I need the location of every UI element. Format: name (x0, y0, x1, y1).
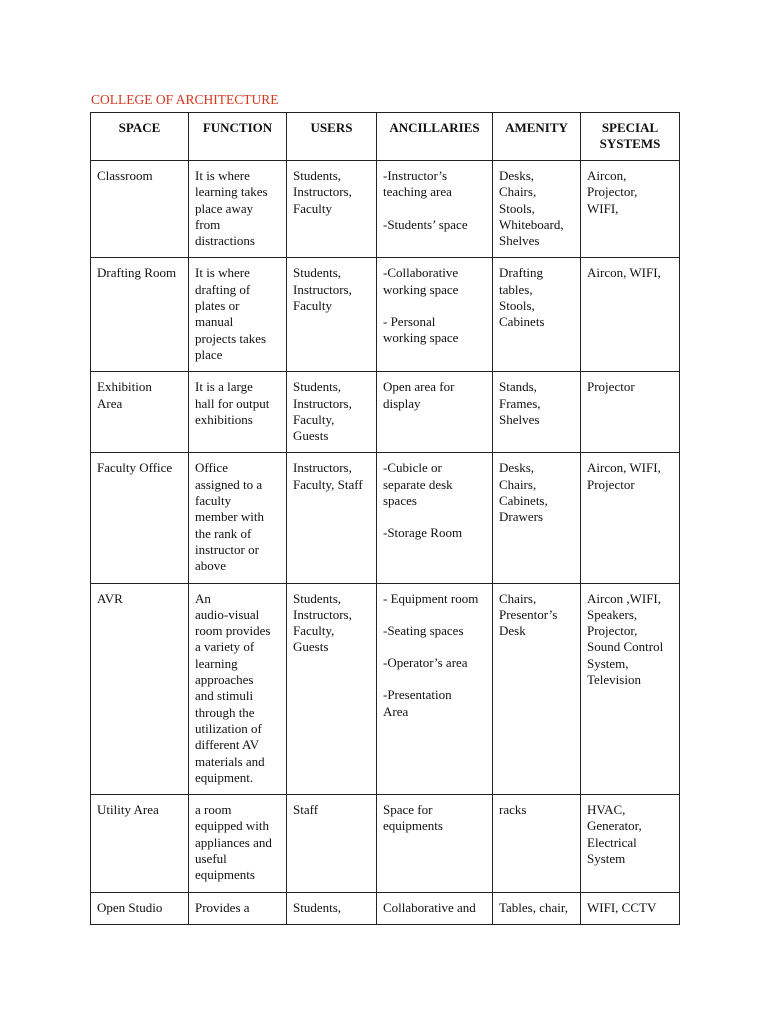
cell-space: Open Studio (91, 892, 189, 924)
table-row (91, 892, 680, 924)
cell-function: a room equipped with appliances and useful equipments (189, 795, 287, 892)
cell-function: Provides a (189, 892, 287, 924)
cell-function: It is where drafting of plates or manual projects takes place (189, 258, 287, 372)
table-row (91, 161, 680, 258)
cell-special-systems: Aircon, WIFI, Projector (581, 453, 680, 583)
cell-amenity: Drafting tables, Stools, Cabinets (493, 258, 581, 372)
cell-space: AVR (91, 583, 189, 795)
ancillary-item: -Collaborative working space (383, 265, 459, 297)
ancillary-item: - Personal working space (383, 314, 459, 346)
ancillary-item: -Cubicle or separate desk spaces (383, 460, 453, 509)
ancillary-item: Open area for display (383, 379, 455, 411)
cell-special-systems: Aircon ,WIFI, Speakers, Projector, Sound Control System, Television (581, 583, 680, 795)
cell-special-systems: WIFI, CCTV (581, 892, 680, 924)
table-row (91, 453, 680, 583)
cell-space: Utility Area (91, 795, 189, 892)
ancillary-item: Space for equipments (383, 802, 443, 834)
cell-ancillaries (377, 453, 493, 583)
cell-function: An audio-visual room provides a variety of learning approaches and stimuli through the utilization of different AV materials and equipment. (189, 583, 287, 795)
cell-ancillaries (377, 892, 493, 924)
cell-ancillaries (377, 795, 493, 892)
cell-ancillaries (377, 372, 493, 453)
cell-users: Students, Instructors, Faculty, Guests (287, 372, 377, 453)
cell-users: Students, Instructors, Faculty (287, 258, 377, 372)
table-body (91, 161, 680, 925)
ancillary-item: -Students’ space (383, 216, 468, 232)
header-special-systems: SPECIAL SYSTEMS (581, 113, 680, 161)
cell-ancillaries (377, 258, 493, 372)
cell-ancillaries (377, 161, 493, 258)
table-row (91, 372, 680, 453)
page-title: COLLEGE OF ARCHITECTURE (91, 92, 279, 107)
cell-ancillaries (377, 583, 493, 795)
spaces-table (90, 112, 680, 925)
cell-space: Drafting Room (91, 258, 189, 372)
cell-amenity: Stands, Frames, Shelves (493, 372, 581, 453)
cell-users: Students, Instructors, Faculty (287, 161, 377, 258)
header-function: FUNCTION (189, 113, 287, 161)
cell-space: Exhibition Area (91, 372, 189, 453)
table-header (91, 113, 680, 161)
header-row (91, 113, 680, 161)
ancillary-item: -Instructor’s teaching area (383, 168, 452, 200)
cell-amenity: Chairs, Presentor’s Desk (493, 583, 581, 795)
table-row (91, 795, 680, 892)
cell-function: It is where learning takes place away from distractions (189, 161, 287, 258)
table-row (91, 583, 680, 795)
cell-special-systems: Aircon, Projector, WIFI, (581, 161, 680, 258)
header-users: USERS (287, 113, 377, 161)
header-space: SPACE (91, 113, 189, 161)
cell-users: Instructors, Faculty, Staff (287, 453, 377, 583)
ancillary-item: -Seating spaces (383, 622, 464, 638)
cell-space: Classroom (91, 161, 189, 258)
cell-users: Students, Instructors, Faculty, Guests (287, 583, 377, 795)
ancillary-item: -Storage Room (383, 525, 463, 541)
cell-function: It is a large hall for output exhibitions (189, 372, 287, 453)
cell-amenity: Tables, chair, (493, 892, 581, 924)
ancillary-item: -Presentation Area (383, 687, 452, 719)
cell-special-systems: HVAC, Generator, Electrical System (581, 795, 680, 892)
cell-special-systems: Aircon, WIFI, (581, 258, 680, 372)
cell-amenity: Desks, Chairs, Cabinets, Drawers (493, 453, 581, 583)
cell-users: Staff (287, 795, 377, 892)
cell-users: Students, (287, 892, 377, 924)
ancillary-item: -Operator’s area (383, 655, 468, 671)
header-amenity: AMENITY (493, 113, 581, 161)
cell-special-systems: Projector (581, 372, 680, 453)
cell-amenity: racks (493, 795, 581, 892)
cell-space: Faculty Office (91, 453, 189, 583)
ancillary-item: Collaborative and (383, 899, 476, 915)
ancillary-item: - Equipment room (383, 590, 479, 606)
cell-function: Office assigned to a faculty member with the rank of instructor or above (189, 453, 287, 583)
table-row (91, 258, 680, 372)
cell-amenity: Desks, Chairs, Stools, Whiteboard, Shelves (493, 161, 581, 258)
header-ancillaries: ANCILLARIES (377, 113, 493, 161)
